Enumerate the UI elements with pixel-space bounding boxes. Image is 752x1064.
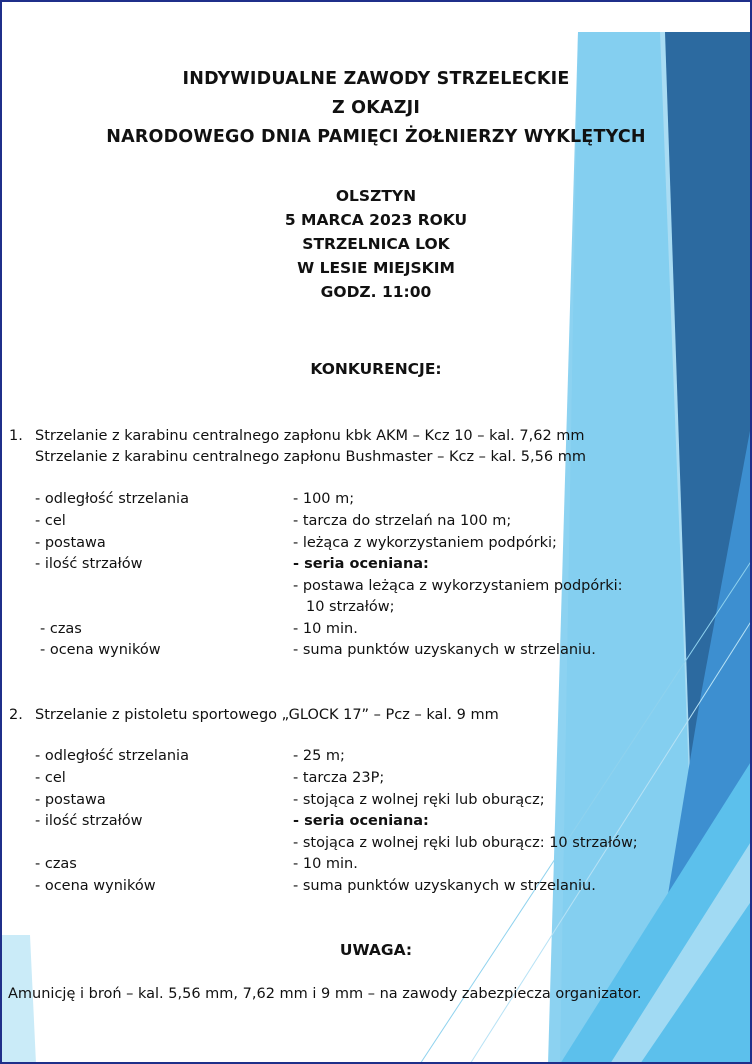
title-line-2: Z OKAZJI	[331, 98, 421, 118]
competition-1-number: 1.	[9, 428, 23, 444]
c1-score-label: - ocena wyników	[40, 642, 161, 658]
c2-shots-label: - ilość strzałów	[35, 813, 143, 829]
c2-target-value: - tarcza 23P;	[293, 770, 385, 786]
c1-target-label: - cel	[35, 513, 66, 529]
title-line-1: INDYWIDUALNE ZAWODY STRZELECKIE	[182, 69, 570, 89]
competitions-heading: KONKURENCJE:	[310, 360, 442, 378]
c1-shots-detail-2: 10 strzałów;	[306, 599, 395, 615]
c1-shots-label: - ilość strzałów	[35, 556, 143, 572]
c2-time-label: - czas	[35, 856, 77, 872]
c1-shots-detail-1: - postawa leżąca z wykorzystaniem podpórki:	[293, 578, 623, 594]
notice-text: Amunicję i broń – kal. 5,56 mm, 7,62 mm i 9 mm – na zawody zabezpiecza organizator.	[8, 986, 642, 1002]
c1-time-label: - czas	[40, 621, 82, 637]
info-date: 5 MARCA 2023 ROKU	[284, 211, 468, 229]
c1-stance-label: - postawa	[35, 535, 106, 551]
c1-distance-value: - 100 m;	[293, 491, 355, 507]
notice-heading: UWAGA:	[339, 941, 413, 959]
c2-distance-label: - odległość strzelania	[35, 748, 189, 764]
c2-distance-value: - 25 m;	[293, 748, 345, 764]
c2-shots-detail-1: - stojąca z wolnej ręki lub oburącz: 10 strzałów;	[293, 835, 638, 851]
c1-target-value: - tarcza do strzelań na 100 m;	[293, 513, 512, 529]
info-place-2: W LESIE MIEJSKIM	[297, 259, 455, 277]
c1-time-value: - 10 min.	[293, 621, 358, 637]
info-place-1: STRZELNICA LOK	[302, 235, 450, 253]
c1-stance-value: - leżąca z wykorzystaniem podpórki;	[293, 535, 557, 551]
competition-2-title-1: Strzelanie z pistoletu sportowego „GLOCK 17” – Pcz – kal. 9 mm	[35, 707, 499, 723]
c2-score-label: - ocena wyników	[35, 878, 156, 894]
c2-stance-value: - stojąca z wolnej ręki lub oburącz;	[293, 792, 545, 808]
c1-distance-label: - odległość strzelania	[35, 491, 189, 507]
c2-shots-value: - seria oceniana:	[293, 813, 429, 829]
c1-shots-value: - seria oceniana:	[293, 556, 429, 572]
competition-2-number: 2.	[9, 707, 23, 723]
c2-target-label: - cel	[35, 770, 66, 786]
competition-1-title-1: Strzelanie z karabinu centralnego zapłonu kbk AKM – Kcz 10 – kal. 7,62 mm	[35, 428, 585, 444]
c2-time-value: - 10 min.	[293, 856, 358, 872]
info-time: GODZ. 11:00	[320, 283, 432, 301]
competition-1-title-2: Strzelanie z karabinu centralnego zapłonu Bushmaster – Kcz – kal. 5,56 mm	[35, 449, 586, 465]
c1-score-value: - suma punktów uzyskanych w strzelaniu.	[293, 642, 596, 658]
title-line-3: NARODOWEGO DNIA PAMIĘCI ŻOŁNIERZY WYKLĘTYCH	[106, 127, 646, 147]
info-city: OLSZTYN	[335, 187, 417, 205]
c2-stance-label: - postawa	[35, 792, 106, 808]
c2-score-value: - suma punktów uzyskanych w strzelaniu.	[293, 878, 596, 894]
